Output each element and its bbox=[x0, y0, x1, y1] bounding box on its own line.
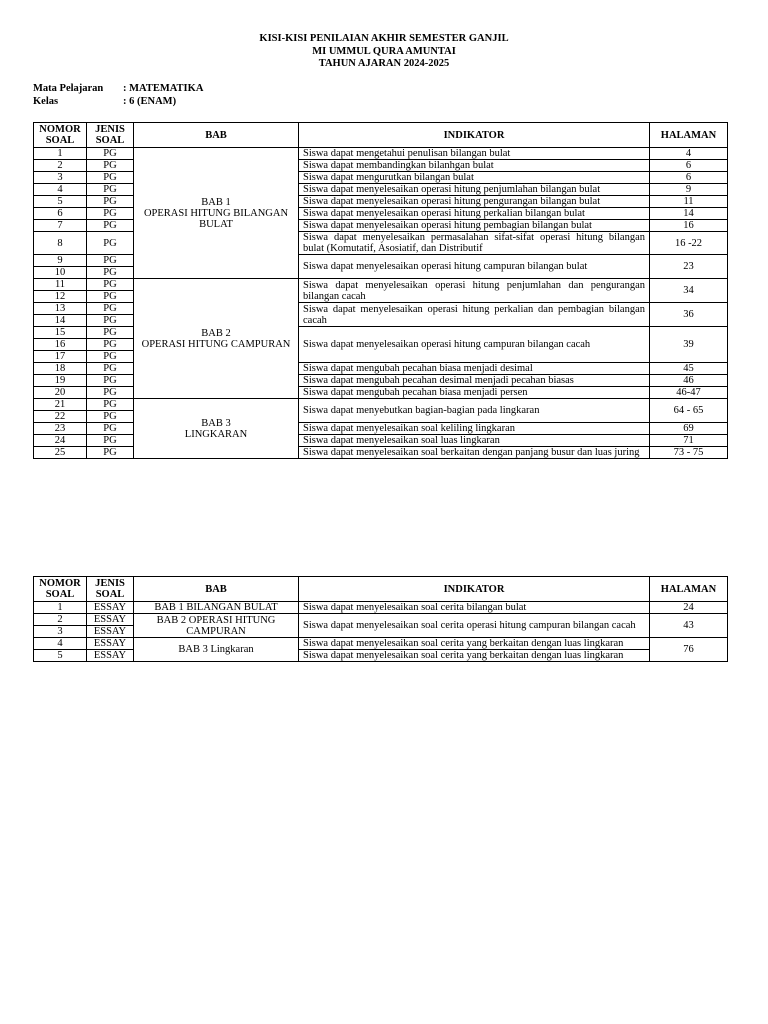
indicator: Siswa dapat menyelesaikan soal cerita operasi hitung campuran bilangan cacah bbox=[299, 614, 650, 638]
question-type: PG bbox=[87, 267, 134, 279]
question-type: PG bbox=[87, 423, 134, 435]
question-type: PG bbox=[87, 184, 134, 196]
table-row bbox=[34, 148, 728, 160]
page-ref: 76 bbox=[650, 638, 728, 662]
question-type: PG bbox=[87, 387, 134, 399]
indicator: Siswa dapat menyelesaikan operasi hitung penjumlahan dan pengurangan bilangan cacah bbox=[299, 279, 650, 303]
indicator: Siswa dapat menyelesaikan soal cerita yang berkaitan dengan luas lingkaran bbox=[299, 638, 650, 650]
page-ref: 64 - 65 bbox=[650, 399, 728, 423]
indicator: Siswa dapat menyelesaikan soal berkaitan dengan panjang busur dan luas juring bbox=[299, 447, 650, 459]
meta-subject bbox=[33, 83, 203, 96]
indicator: Siswa dapat menyelesaikan operasi hitung pengurangan bilangan bulat bbox=[299, 196, 650, 208]
chapter-cell bbox=[134, 279, 299, 399]
page-ref: 46-47 bbox=[650, 387, 728, 399]
question-type: ESSAY bbox=[87, 614, 134, 626]
page-ref: 11 bbox=[650, 196, 728, 208]
question-number: 18 bbox=[34, 363, 87, 375]
chapter-cell bbox=[134, 148, 299, 279]
question-number: 10 bbox=[34, 267, 87, 279]
question-type: PG bbox=[87, 208, 134, 220]
indicator: Siswa dapat mengubah pecahan biasa menjadi persen bbox=[299, 387, 650, 399]
indicator: Siswa dapat menyelesaikan soal luas lingkaran bbox=[299, 435, 650, 447]
question-type: ESSAY bbox=[87, 626, 134, 638]
indicator: Siswa dapat mengubah pecahan desimal menjadi pecahan biasas bbox=[299, 375, 650, 387]
chapter-cell: BAB 2 OPERASI HITUNG CAMPURAN bbox=[134, 614, 299, 638]
question-type: PG bbox=[87, 279, 134, 291]
chapter-title: LINGKARAN bbox=[184, 428, 248, 440]
page-ref: 16 bbox=[650, 220, 728, 232]
question-type: PG bbox=[87, 363, 134, 375]
indicator: Siswa dapat mengetahui penulisan bilangan bulat bbox=[299, 148, 650, 160]
question-number: 2 bbox=[34, 160, 87, 172]
chapter-title: OPERASI HITUNG CAMPURAN bbox=[141, 338, 291, 350]
question-type: PG bbox=[87, 291, 134, 303]
chapter-title: OPERASI HITUNG BILANGAN BULAT bbox=[143, 207, 289, 230]
question-number: 6 bbox=[34, 208, 87, 220]
question-type: PG bbox=[87, 255, 134, 267]
col-halaman: HALAMAN bbox=[650, 577, 728, 602]
question-type: ESSAY bbox=[87, 602, 134, 614]
question-type: PG bbox=[87, 411, 134, 423]
col-halaman: HALAMAN bbox=[650, 123, 728, 148]
indicator: Siswa dapat menyelesaikan soal keliling lingkaran bbox=[299, 423, 650, 435]
question-type: PG bbox=[87, 399, 134, 411]
question-number: 14 bbox=[34, 315, 87, 327]
class-value: : 6 (ENAM) bbox=[123, 95, 177, 107]
chapter-number: BAB 1 bbox=[201, 196, 231, 208]
indicator: Siswa dapat menyebutkan bagian-bagian pada lingkaran bbox=[299, 399, 650, 423]
question-number: 25 bbox=[34, 447, 87, 459]
page-ref: 9 bbox=[650, 184, 728, 196]
document-title bbox=[0, 33, 768, 71]
page-ref: 45 bbox=[650, 363, 728, 375]
question-number: 16 bbox=[34, 339, 87, 351]
indicator: Siswa dapat menyelesaikan soal cerita bilangan bulat bbox=[299, 602, 650, 614]
indicator: Siswa dapat menyelesaikan operasi hitung campuran bilangan cacah bbox=[299, 327, 650, 363]
question-number: 5 bbox=[34, 650, 87, 662]
question-type: PG bbox=[87, 196, 134, 208]
indicator: Siswa dapat menyelesaikan operasi hitung perkalian bilangan bulat bbox=[299, 208, 650, 220]
title-line-3: TAHUN AJARAN 2024-2025 bbox=[318, 58, 450, 69]
question-type: PG bbox=[87, 339, 134, 351]
indicator: Siswa dapat menyelesaikan operasi hitung campuran bilangan bulat bbox=[299, 255, 650, 279]
question-number: 3 bbox=[34, 172, 87, 184]
page-ref: 46 bbox=[650, 375, 728, 387]
pg-table bbox=[33, 122, 728, 459]
indicator: Siswa dapat mengurutkan bilangan bulat bbox=[299, 172, 650, 184]
question-number: 11 bbox=[34, 279, 87, 291]
question-number: 20 bbox=[34, 387, 87, 399]
question-number: 19 bbox=[34, 375, 87, 387]
question-type: PG bbox=[87, 315, 134, 327]
col-nomor-soal: NOMOR SOAL bbox=[34, 577, 87, 602]
question-type: PG bbox=[87, 232, 134, 255]
table-row bbox=[34, 602, 728, 614]
table-row bbox=[34, 279, 728, 291]
table-row bbox=[34, 399, 728, 411]
page-ref: 16 -22 bbox=[650, 232, 728, 255]
question-type: PG bbox=[87, 148, 134, 160]
indicator: Siswa dapat menyelesaikan operasi hitung pembagian bilangan bulat bbox=[299, 220, 650, 232]
page-ref: 43 bbox=[650, 614, 728, 638]
question-number: 1 bbox=[34, 602, 87, 614]
question-number: 13 bbox=[34, 303, 87, 315]
page-ref: 71 bbox=[650, 435, 728, 447]
col-jenis-soal: JENIS SOAL bbox=[87, 123, 134, 148]
question-number: 9 bbox=[34, 255, 87, 267]
question-type: ESSAY bbox=[87, 638, 134, 650]
class-label: Kelas bbox=[33, 95, 59, 107]
chapter-cell: BAB 3 Lingkaran bbox=[134, 638, 299, 662]
document-meta bbox=[33, 83, 203, 108]
chapter-cell bbox=[134, 399, 299, 459]
question-number: 15 bbox=[34, 327, 87, 339]
indicator: Siswa dapat mengubah pecahan biasa menjadi desimal bbox=[299, 363, 650, 375]
indicator: Siswa dapat menyelesaikan operasi hitung perkalian dan pembagian bilangan cacah bbox=[299, 303, 650, 327]
indicator: Siswa dapat menyelesaikan operasi hitung penjumlahan bilangan bulat bbox=[299, 184, 650, 196]
title-line-2: MI UMMUL QURA AMUNTAI bbox=[312, 45, 456, 57]
page-ref: 73 - 75 bbox=[650, 447, 728, 459]
page-ref: 34 bbox=[650, 279, 728, 303]
question-number: 1 bbox=[34, 148, 87, 160]
page-ref: 4 bbox=[650, 148, 728, 160]
essay-header-row bbox=[34, 577, 728, 602]
page-ref: 39 bbox=[650, 327, 728, 363]
pg-header-row bbox=[34, 123, 728, 148]
question-number: 4 bbox=[34, 638, 87, 650]
question-number: 21 bbox=[34, 399, 87, 411]
essay-table bbox=[33, 576, 728, 662]
chapter-number: BAB 3 bbox=[201, 417, 231, 429]
page-ref: 14 bbox=[650, 208, 728, 220]
col-indikator: INDIKATOR bbox=[299, 577, 650, 602]
question-number: 24 bbox=[34, 435, 87, 447]
chapter-number: BAB 2 bbox=[201, 327, 231, 339]
question-type: PG bbox=[87, 303, 134, 315]
question-number: 2 bbox=[34, 614, 87, 626]
title-line-1: KISI-KISI PENILAIAN AKHIR SEMESTER GANJIL bbox=[259, 33, 509, 44]
page-ref: 24 bbox=[650, 602, 728, 614]
page-ref: 23 bbox=[650, 255, 728, 279]
question-type: PG bbox=[87, 435, 134, 447]
page-ref: 36 bbox=[650, 303, 728, 327]
question-number: 3 bbox=[34, 626, 87, 638]
question-type: PG bbox=[87, 375, 134, 387]
page-ref: 6 bbox=[650, 160, 728, 172]
subject-value: : MATEMATIKA bbox=[123, 83, 204, 94]
meta-class bbox=[33, 96, 203, 109]
indicator: Siswa dapat membandingkan bilanhgan bulat bbox=[299, 160, 650, 172]
question-number: 23 bbox=[34, 423, 87, 435]
question-number: 17 bbox=[34, 351, 87, 363]
col-indikator: INDIKATOR bbox=[299, 123, 650, 148]
page-ref: 69 bbox=[650, 423, 728, 435]
question-number: 8 bbox=[34, 232, 87, 255]
page-ref: 6 bbox=[650, 172, 728, 184]
question-number: 7 bbox=[34, 220, 87, 232]
question-type: PG bbox=[87, 220, 134, 232]
indicator: Siswa dapat menyelesaikan permasalahan sifat-sifat operasi hitung bilangan bulat (Komutatif, Asosiatif, dan Distributif bbox=[299, 232, 650, 255]
question-number: 22 bbox=[34, 411, 87, 423]
col-bab: BAB bbox=[134, 123, 299, 148]
table-row bbox=[34, 614, 728, 626]
question-number: 5 bbox=[34, 196, 87, 208]
col-nomor-soal: NOMOR SOAL bbox=[34, 123, 87, 148]
chapter-cell: BAB 1 BILANGAN BULAT bbox=[134, 602, 299, 614]
question-type: PG bbox=[87, 172, 134, 184]
question-type: PG bbox=[87, 447, 134, 459]
question-type: PG bbox=[87, 327, 134, 339]
question-type: PG bbox=[87, 351, 134, 363]
table-row bbox=[34, 638, 728, 650]
subject-label: Mata Pelajaran bbox=[33, 83, 104, 94]
col-bab: BAB bbox=[134, 577, 299, 602]
col-jenis-soal: JENIS SOAL bbox=[87, 577, 134, 602]
question-type: PG bbox=[87, 160, 134, 172]
question-number: 4 bbox=[34, 184, 87, 196]
question-number: 12 bbox=[34, 291, 87, 303]
question-type: ESSAY bbox=[87, 650, 134, 662]
indicator: Siswa dapat menyelesaikan soal cerita yang berkaitan dengan luas lingkaran bbox=[299, 650, 650, 662]
